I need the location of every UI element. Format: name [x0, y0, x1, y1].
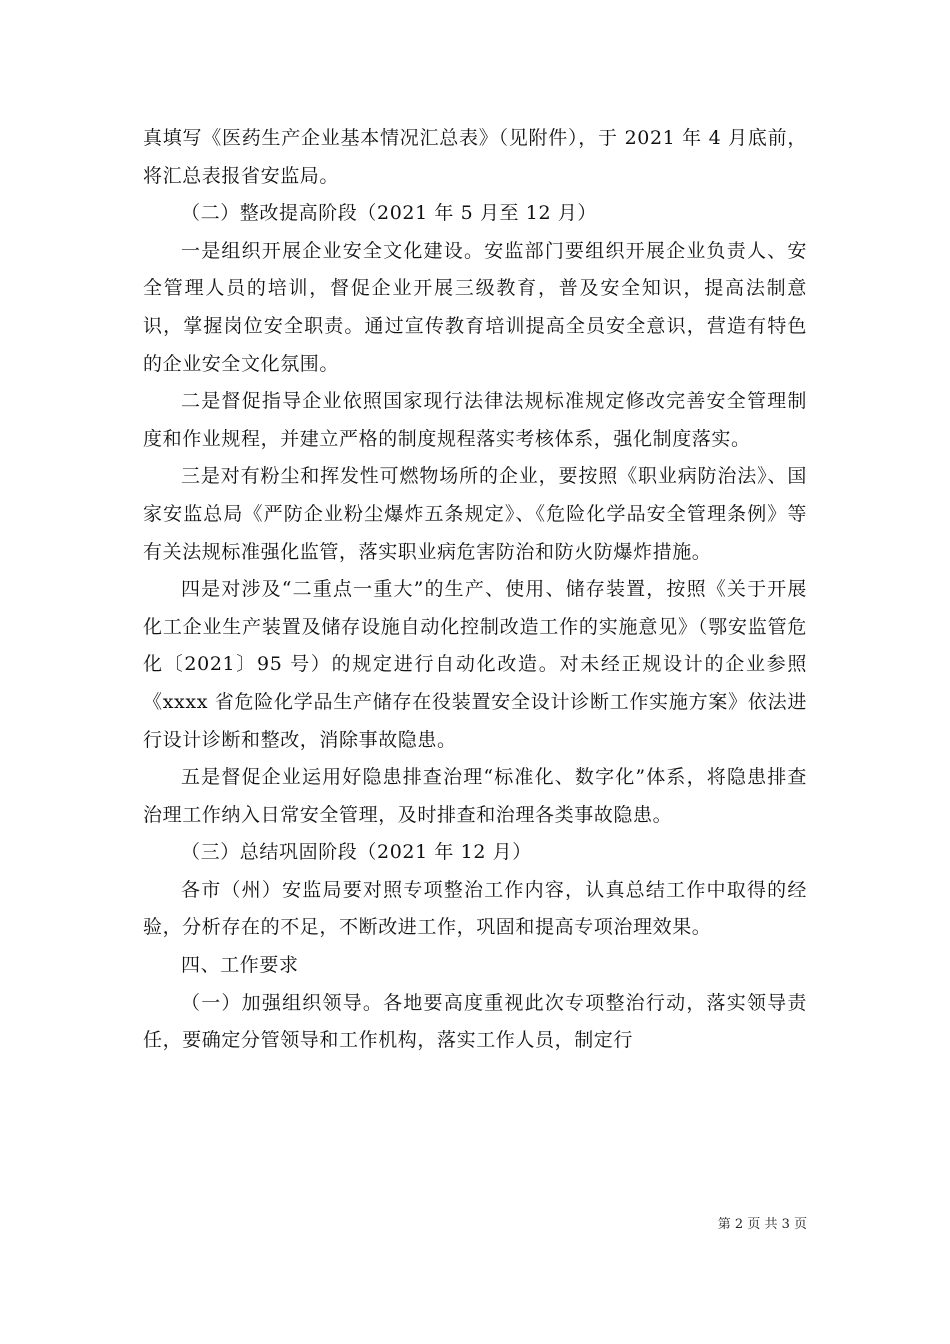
paragraph: （一）加强组织领导。各地要高度重视此次专项整治行动，落实领导责任，要确定分管领导和工作机构，落实工作人员，制定行 [143, 991, 807, 1052]
page-number: 第 2 页 共 3 页 [717, 1217, 807, 1232]
paragraph: 真填写《医药生产企业基本情况汇总表》（见附件），于 2021 年 4 月底前，将汇总表报省安监局。 [143, 127, 807, 187]
paragraph: 五是督促企业运用好隐患排查治理“标准化、数字化”体系，将隐患排查治理工作纳入日常安全管理，及时排查和治理各类事故隐患。 [143, 766, 807, 826]
paragraph: 二是督促指导企业依照国家现行法律法规标准规定修改完善安全管理制度和作业规程，并建立严格的制度规程落实考核体系，强化制度落实。 [143, 390, 807, 450]
paragraph: 各市（州）安监局要对照专项整治工作内容，认真总结工作中取得的经验，分析存在的不足，不断改进工作，巩固和提高专项治理效果。 [143, 878, 807, 939]
document-body [143, 120, 807, 1060]
paragraph: 三是对有粉尘和挥发性可燃物场所的企业，要按照《职业病防治法》、国家安监总局《严防企业粉尘爆炸五条规定》、《危险化学品安全管理条例》等有关法规标准强化监管，落实职业病危害防治和防火防爆炸措施。 [143, 465, 807, 563]
paragraph: 一是组织开展企业安全文化建设。安监部门要组织开展企业负责人、安全管理人员的培训，督促企业开展三级教育，普及安全知识，提高法制意识，掌握岗位安全职责。通过宣传教育培训提高全员安全意识，营造有特色的企业安全文化氛围。 [143, 239, 807, 375]
section-heading: 四、工作要求 [181, 954, 299, 977]
section-heading: （二）整改提高阶段（2021 年 5 月至 12 月） [181, 202, 598, 225]
paragraph: 四是对涉及“二重点一重大”的生产、使用、储存装置，按照《关于开展化工企业生产装置及储存设施自动化控制改造工作的实施意见》（鄂安监管危化〔2021〕95 号）的规定进行自动化改造。对未经正规设计的企业参照《xxxx 省危险化学品生产储存在役装置安全设计诊断工作实施方案》依法进行设计诊断和整改，消除事故隐患。 [143, 578, 807, 751]
section-heading: （三）总结巩固阶段（2021 年 12 月） [181, 841, 532, 864]
